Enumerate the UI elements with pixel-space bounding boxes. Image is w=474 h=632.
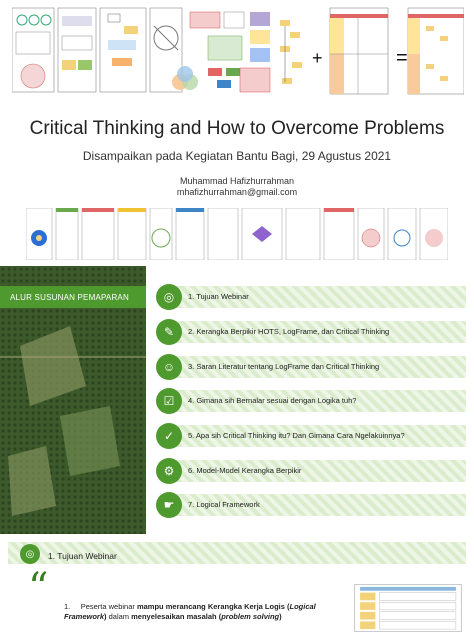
item-mid: dalam	[106, 612, 132, 621]
pointer-icon: ☛	[156, 492, 182, 518]
svg-text:=: =	[396, 47, 408, 69]
agenda-sidebar-title-bar	[0, 286, 146, 308]
section-header	[8, 542, 466, 564]
aerial-farm-image	[0, 266, 146, 534]
agenda-slide	[0, 266, 474, 534]
agenda-item-label: 2. Kerangka Berpikir HOTS, LogFrame, dan Critical Thinking	[188, 327, 390, 336]
item-bold-italic: Logical Framework	[64, 602, 316, 621]
objective-slide	[0, 538, 474, 632]
thumbnail-strip	[26, 208, 448, 260]
clipboard-icon: ✎	[156, 319, 182, 345]
agenda-sidebar-title: ALUR SUSUNAN PEMAPARAN	[10, 292, 129, 302]
section-title: 1. Tujuan Webinar	[48, 551, 117, 561]
agenda-item-7[interactable]	[156, 492, 468, 518]
people-icon: ☺	[156, 354, 182, 380]
logframe-thumbnail	[354, 584, 462, 632]
agenda-item-label: 5. Apa sih Critical Thinking itu? Dan Gimana Cara Ngelakuinnya?	[188, 431, 405, 440]
objective-item	[64, 602, 334, 622]
agenda-item-1[interactable]	[156, 284, 468, 310]
svg-text:+: +	[312, 48, 323, 68]
author-email: mhafizhurrahman@gmail.com	[176, 187, 298, 197]
diagram-collage	[12, 6, 464, 96]
agenda-item-label: 1. Tujuan Webinar	[188, 292, 249, 301]
thumbs-up-icon: ✓	[156, 423, 182, 449]
checklist-icon: ☑	[156, 388, 182, 414]
gear-icon: ⚙	[156, 458, 182, 484]
item-bold: mampu merancang Kerangka Kerja Logis (	[136, 602, 290, 611]
item-number: 1.	[64, 602, 71, 611]
agenda-item-4[interactable]	[156, 388, 468, 414]
agenda-item-5[interactable]	[156, 423, 468, 449]
agenda-item-label: 3. Saran Literatur tentang LogFrame dan Critical Thinking	[188, 362, 380, 371]
item-bold-end: )	[104, 612, 107, 621]
agenda-item-label: 4. Gimana sih Bernalar sesuai dengan Logika tuh?	[188, 396, 357, 405]
presentation-subtitle: Disampaikan pada Kegiatan Bantu Bagi, 29 Agustus 2021	[82, 149, 392, 163]
item-bold2-end: )	[279, 612, 282, 621]
item-pre: Peserta webinar	[80, 602, 137, 611]
quote-mark: “	[28, 565, 49, 611]
item-bold2-italic: problem solving	[221, 612, 280, 621]
target-icon: ◎	[156, 284, 182, 310]
presentation-title: Critical Thinking and How to Overcome Problems	[29, 118, 445, 139]
target-icon: ◎	[20, 544, 40, 564]
agenda-item-2[interactable]	[156, 319, 468, 345]
agenda-item-label: 7. Logical Framework	[188, 500, 260, 509]
title-slide	[0, 0, 474, 262]
agenda-item-label: 6. Model-Model Kerangka Berpikir	[188, 466, 302, 475]
agenda-item-3[interactable]	[156, 354, 468, 380]
author-block	[0, 176, 474, 198]
item-bold2: menyelesaikan masalah (	[131, 612, 222, 621]
author-name: Muhammad Hafizhurrahman	[179, 176, 295, 186]
agenda-item-6[interactable]	[156, 458, 468, 484]
